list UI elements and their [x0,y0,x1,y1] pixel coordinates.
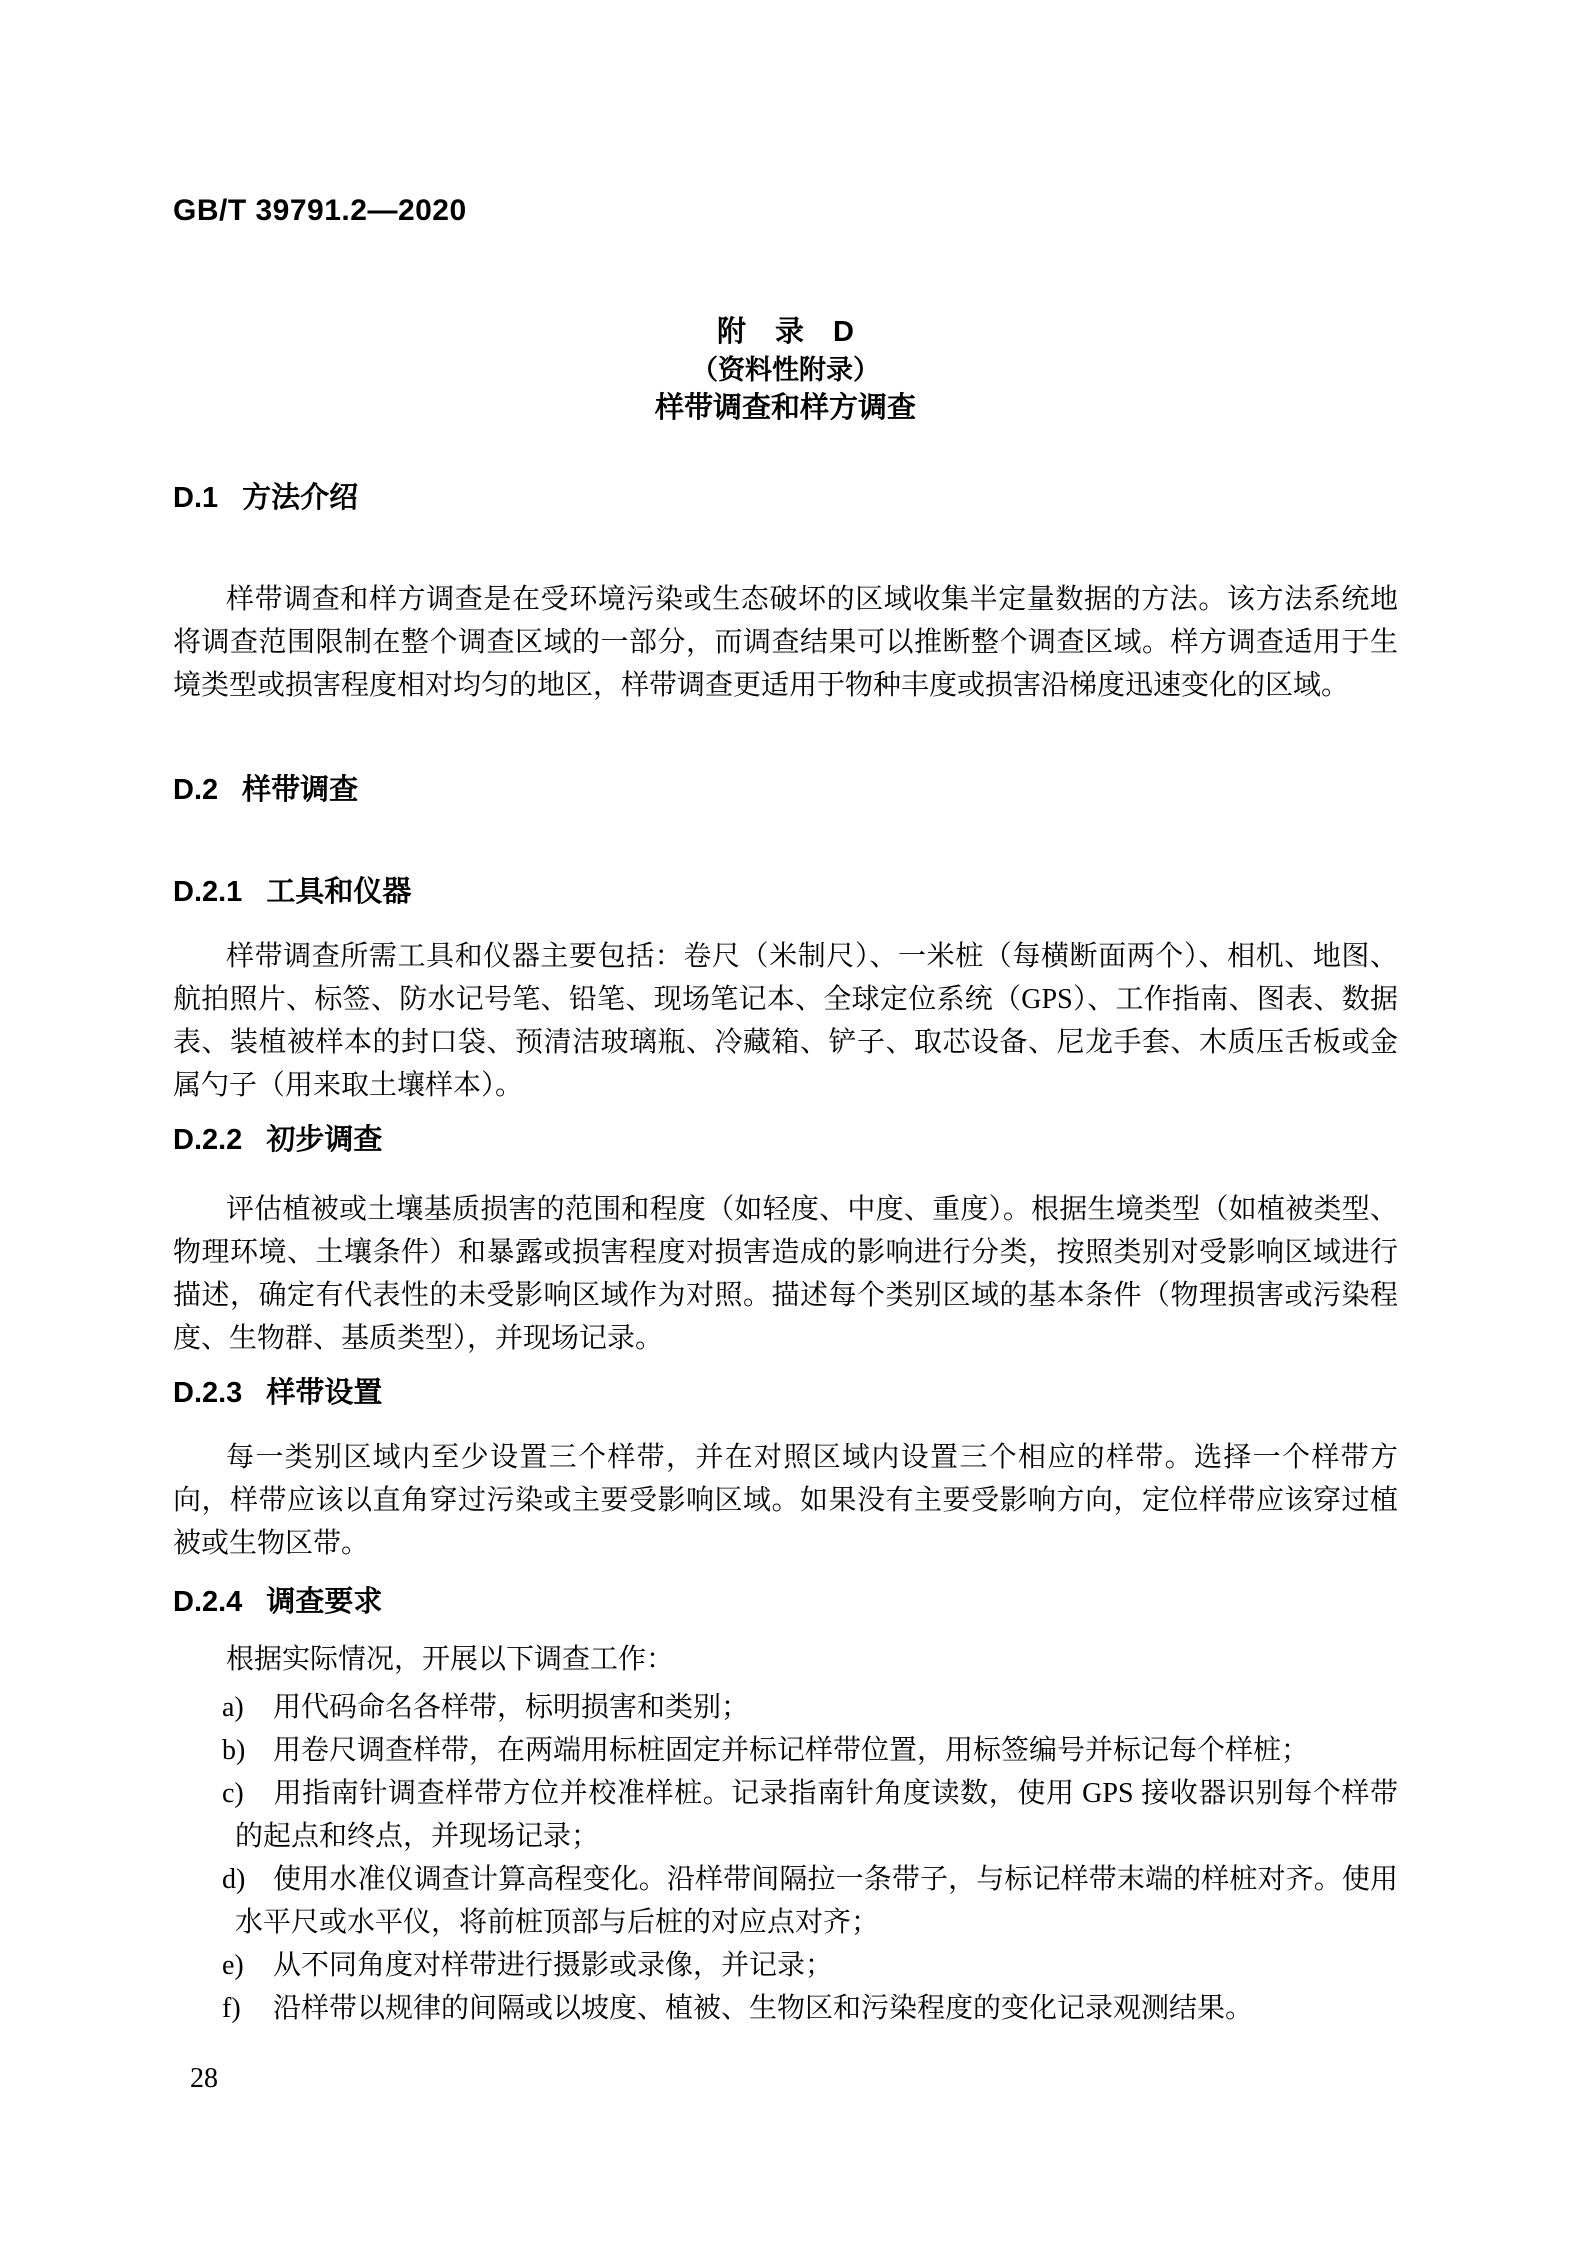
list-marker: a) [222,1692,244,1723]
requirement-list [173,1686,1398,2030]
section-heading-d22 [173,1120,1398,1160]
list-item-d [173,1858,1398,1944]
standard-number-header: GB/T 39791.2—2020 [173,194,467,227]
list-text: 沿样带以规律的间隔或以坡度、植被、生物区和污染程度的变化记录观测结果。 [273,1993,1254,2024]
section-number: D.2.3 [173,1377,243,1409]
section-heading-d1 [173,478,1398,518]
list-item-f [173,1987,1398,2030]
list-item-e [173,1944,1398,1987]
section-number: D.2.2 [173,1124,243,1156]
section-heading-d23 [173,1373,1398,1413]
list-item-a [173,1686,1398,1729]
list-text: 用卷尺调查样带，在两端用标桩固定并标记样带位置，用标签编号并标记每个样桩； [273,1735,1310,1766]
appendix-title-block [173,313,1398,427]
section-heading-d24 [173,1582,1398,1622]
list-marker: e) [222,1950,244,1981]
appendix-label: 附 录 D [717,316,854,348]
section-number: D.2.4 [173,1586,243,1618]
list-item-c [173,1772,1398,1858]
paragraph-d23: 每一类别区域内至少设置三个样带，并在对照区域内设置三个相应的样带。选择一个样带方向，样带应该以直角穿过污染或主要受影响区域。如果没有主要受影响方向，定位样带应该穿过植被或生物区带。 [173,1442,1398,1559]
list-intro: 根据实际情况，开展以下调查工作： [226,1644,675,1675]
section-number: D.2.1 [173,876,243,908]
paragraph-d1: 样带调查和样方调查是在受环境污染或生态破坏的区域收集半定量数据的方法。该方法系统地将调查范围限制在整个调查区域的一部分，而调查结果可以推断整个调查区域。样方调查适用于生境类型或损害程度相对均匀的地区，样带调查更适用于物种丰度或损害沿梯度迅速变化的区域。 [173,584,1398,701]
list-marker: d) [222,1864,246,1895]
list-item-b [173,1729,1398,1772]
list-marker: f) [222,1993,241,2024]
section-title: 工具和仪器 [266,876,412,908]
list-text: 使用水准仪调查计算高程变化。沿样带间隔拉一条带子，与标记样带末端的样桩对齐。使用水平尺或水平仪，将前桩顶部与后桩的对应点对齐； [235,1864,1398,1938]
list-text: 用指南针调查样带方位并校准样桩。记录指南针角度读数，使用 GPS 接收器识别每个样带的起点和终点，并现场记录； [235,1778,1398,1852]
section-heading-d2 [173,770,1398,810]
section-number: D.1 [173,482,219,514]
section-number: D.2 [173,774,219,806]
section-heading-d21 [173,872,1398,912]
section-title: 方法介绍 [242,482,359,514]
list-marker: c) [222,1778,244,1809]
list-marker: b) [222,1735,246,1766]
page-number: 28 [190,2063,218,2094]
section-title: 初步调查 [266,1124,383,1156]
section-title: 样带调查 [242,774,359,806]
section-title: 调查要求 [266,1586,383,1618]
list-text: 用代码命名各样带，标明损害和类别； [273,1692,750,1723]
list-text: 从不同角度对样带进行摄影或录像，并记录； [273,1950,834,1981]
appendix-title: 样带调查和样方调查 [654,392,916,424]
paragraph-d22: 评估植被或土壤基质损害的范围和程度（如轻度、中度、重度）。根据生境类型（如植被类型、物理环境、土壤条件）和暴露或损害程度对损害造成的影响进行分类，按照类别对受影响区域进行描述，确定有代表性的未受影响区域作为对照。描述每个类别区域的基本条件（物理损害或污染程度、生物群、基质类型），并现场记录。 [173,1194,1398,1354]
section-title: 样带设置 [266,1377,383,1409]
appendix-type-note: （资料性附录） [691,355,880,385]
paragraph-d21: 样带调查所需工具和仪器主要包括：卷尺（米制尺）、一米桩（每横断面两个）、相机、地图、航拍照片、标签、防水记号笔、铅笔、现场笔记本、全球定位系统（GPS）、工作指南、图表、数据表、装植被样本的封口袋、预清洁玻璃瓶、冷藏箱、铲子、取芯设备、尼龙手套、木质压舌板或金属勺子（用来取土壤样本）。 [173,941,1398,1101]
